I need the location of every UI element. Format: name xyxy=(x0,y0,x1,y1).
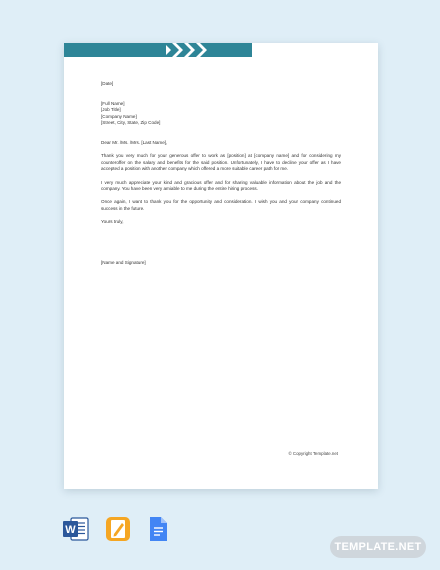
recipient-address: [Street, City, State, Zip Code] xyxy=(101,120,161,126)
letter-salutation: Dear Mr. /Ms. /Mrs. [Last Name], xyxy=(101,139,168,145)
letter-body xyxy=(101,81,341,266)
microsoft-word-icon[interactable] xyxy=(62,515,90,543)
letter-paragraph-3: Once again, I want to thank you for the opportunity and consideration. I wish you and your company continued success in the future. xyxy=(101,199,341,211)
recipient-job-title: [Job Title] xyxy=(101,107,121,113)
letter-paragraph-1: Thank you very much for your generous offer to work as [position] at [company name] and for considering my counteroffer on the salary and benefits for the said position. Unfortunately, I have to decline your offer as I have accepted a position with another company which offered a more suitable career path for me. xyxy=(101,153,341,172)
letter-closing: Yours truly, xyxy=(101,219,124,225)
recipient-full-name: [Full Name] xyxy=(101,100,125,106)
letter-page xyxy=(64,43,378,489)
header-arrow-banner xyxy=(64,43,252,57)
svg-text:W: W xyxy=(65,524,76,536)
apple-pages-icon[interactable] xyxy=(104,515,132,543)
template-net-logo[interactable]: TEMPLATE.NET xyxy=(330,536,426,558)
google-docs-icon[interactable] xyxy=(144,515,172,543)
recipient-company: [Company Name] xyxy=(101,113,137,119)
letter-date: [Date] xyxy=(101,81,114,86)
letter-signature: [Name and Signature] xyxy=(101,259,146,265)
copyright-text: © Copyright Template.net xyxy=(288,451,338,456)
letter-paragraph-2: I very much appreciate your kind and gracious offer and for sharing valuable information about the job and the company. You have been very amiable to me during the entire hiring process. xyxy=(101,179,341,192)
